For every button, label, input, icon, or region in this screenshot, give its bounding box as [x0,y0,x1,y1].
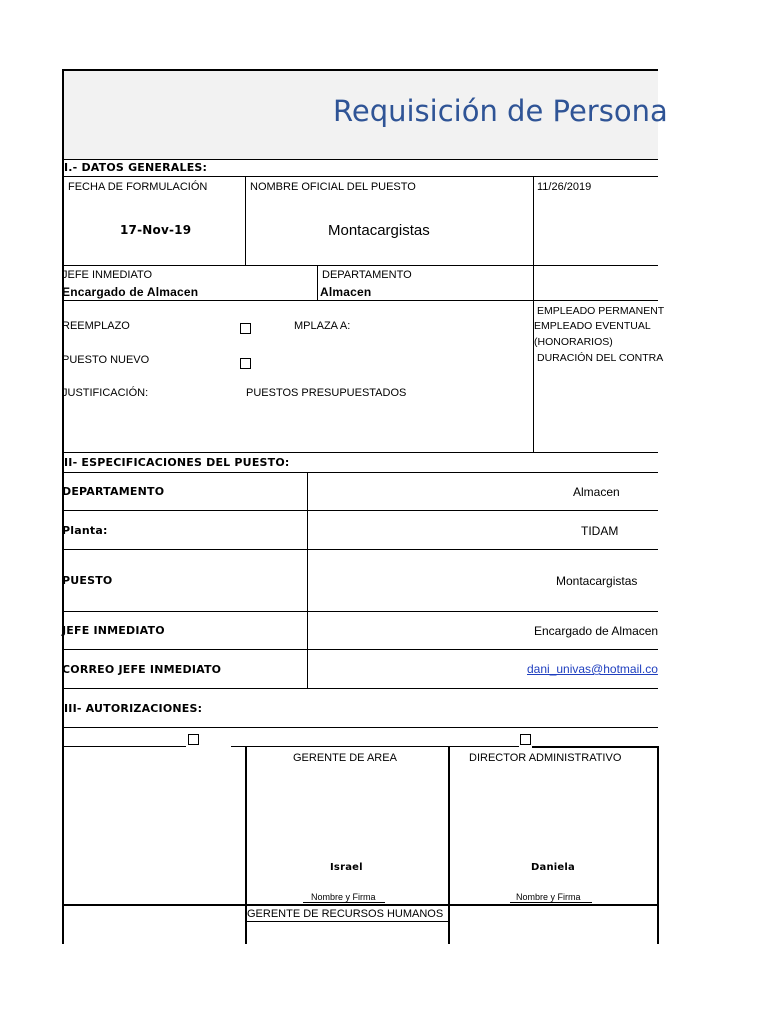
rule [62,688,658,689]
director-name: Daniela [531,862,575,873]
gerente-area-name: Israel [330,862,363,873]
email-link[interactable]: dani_univas@hotmail.co [527,662,658,676]
empleado-permanente: EMPLEADO PERMANENT [537,305,665,317]
spec-label-correo: CORREO JEFE INMEDIATO [62,663,222,676]
rule [510,902,592,903]
section3-heading: III- AUTORIZACIONES: [64,702,203,715]
rule [62,300,658,301]
header-left-border [62,69,64,944]
rule [62,472,658,473]
page-title: Requisición de Persona [333,94,668,128]
rule [245,176,246,265]
spec-value-puesto: Montacargistas [556,574,638,588]
puesto-nuevo-label: PUESTO NUEVO [62,354,150,366]
nombre-firma-1: Nombre y Firma [311,892,376,902]
justificacion-value: PUESTOS PRESUPUESTADOS [246,387,407,399]
fecha-value: 17-Nov-19 [120,223,192,237]
spec-value-jefe: Encargado de Almacen [534,624,659,638]
nombre-firma-2: Nombre y Firma [516,892,581,902]
rule [533,176,534,452]
rule [317,265,318,300]
rule [62,904,659,906]
spec-value-departamento: Almacen [573,485,620,499]
depto-value: Almacen [320,285,372,299]
rule [62,265,658,266]
date-right: 11/26/2019 [537,181,592,193]
rule [532,746,658,748]
reemplazo-label: REEMPLAZO [62,320,130,332]
rule [62,176,658,177]
rule [62,746,186,747]
spec-label-puesto: PUESTO [62,574,113,587]
duracion: DURACIÓN DEL CONTRA [537,352,664,364]
section1-heading: I.- DATOS GENERALES: [64,161,208,174]
rule [303,902,385,903]
fecha-label: FECHA DE FORMULACIÓN [68,181,208,193]
reemplazo-checkbox[interactable] [240,323,251,334]
depto-label: DEPARTAMENTO [322,269,412,281]
spec-value-planta: TIDAM [581,524,619,538]
authorization-checkbox-1[interactable] [188,734,199,745]
rule [62,452,658,453]
rule [62,510,658,511]
rule [657,746,659,944]
rule [62,727,658,728]
justificacion-label: JUSTIFICACIÓN: [62,387,149,399]
spec-label-jefe: JEFE INMEDIATO [62,624,165,637]
spec-label-planta: Planta: [62,524,108,537]
puesto-nuevo-checkbox[interactable] [240,358,251,369]
rule [448,746,450,944]
rule [307,472,308,688]
jefe-value: Encargado de Almacen [62,285,199,299]
rule [231,746,519,747]
director-label: DIRECTOR ADMINISTRATIVO [469,752,622,764]
rule [245,921,449,922]
empleado-eventual: EMPLEADO EVENTUAL [534,320,651,332]
rule [62,649,658,650]
puesto-label: NOMBRE OFICIAL DEL PUESTO [250,181,416,193]
rule [62,549,658,550]
honorarios: (HONORARIOS) [534,336,613,348]
header-bottom-border [62,159,658,160]
gerente-area-label: GERENTE DE AREA [293,752,397,764]
puesto-value: Montacargistas [328,222,430,239]
jefe-label: JEFE INMEDIATO [62,269,153,281]
section2-heading: II- ESPECIFICACIONES DEL PUESTO: [64,456,290,469]
reemplaza-a-label: MPLAZA A: [294,320,351,332]
spec-label-departamento: DEPARTAMENTO [62,485,165,498]
rule [62,611,658,612]
authorization-checkbox-2[interactable] [520,734,531,745]
gerente-rh-label: GERENTE DE RECURSOS HUMANOS [247,908,444,920]
